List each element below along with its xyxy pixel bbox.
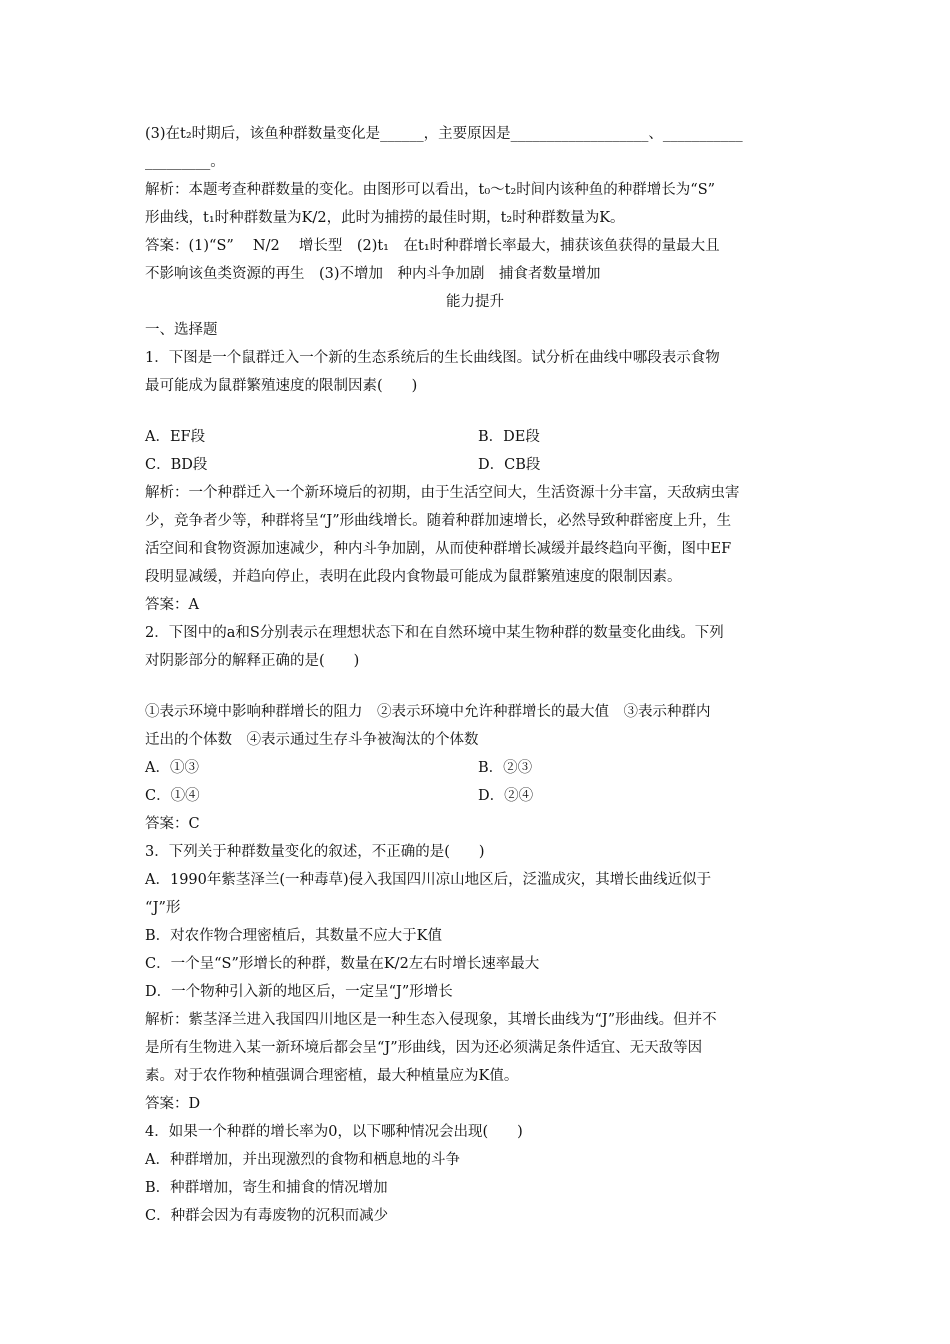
q1-stem-line-1: 1．下图是一个鼠群迁入一个新的生态系统后的生长曲线图。试分析在曲线中哪段表示食物 bbox=[145, 350, 720, 366]
q2-option-a: A．①③ bbox=[145, 760, 199, 776]
q2-option-c: C．①④ bbox=[145, 788, 200, 804]
q3-analysis-line-3: 素。对于农作物种植强调合理密植，最大种植量应为K值。 bbox=[145, 1068, 519, 1084]
q4-option-a: A．种群增加，并出现激烈的食物和栖息地的斗争 bbox=[145, 1152, 460, 1168]
q3-analysis-line-1: 解析：紫茎泽兰进入我国四川地区是一种生态入侵现象，其增长曲线为“J”形曲线。但并不 bbox=[145, 1012, 717, 1028]
q2-stem-line-1: 2．下图中的a和S分别表示在理想状态下和在自然环境中某生物种群的数量变化曲线。下列 bbox=[145, 625, 724, 641]
q1-analysis-line-2: 少，竞争者少等，种群将呈“J”形曲线增长。随着种群加速增长，必然导致种群密度上升，生 bbox=[145, 513, 732, 529]
section-title: 能力提升 bbox=[446, 294, 504, 310]
part-title: 一、选择题 bbox=[145, 322, 218, 338]
q1-analysis-line-3: 活空间和食物资源加速减少，种内斗争加剧，从而使种群增长减缓并最终趋向平衡，图中EF bbox=[145, 541, 732, 557]
prev-question-line-1: (3)在t₂时期后，该鱼种群数量变化是______，主要原因是___________________、___________ bbox=[145, 126, 743, 142]
q1-option-a: A．EF段 bbox=[145, 429, 206, 445]
prev-analysis-line-2: 形曲线，t₁时种群数量为K/2，此时为捕捞的最佳时期，t₂时种群数量为K。 bbox=[145, 210, 625, 226]
q3-option-c: C．一个呈“S”形增长的种群，数量在K/2左右时增长速率最大 bbox=[145, 956, 540, 972]
q4-option-c: C．种群会因为有毒废物的沉积而减少 bbox=[145, 1208, 389, 1224]
q1-answer: 答案：A bbox=[145, 597, 199, 613]
q1-option-d: D．CB段 bbox=[478, 457, 541, 473]
q3-stem: 3．下列关于种群数量变化的叙述，不正确的是( ) bbox=[145, 844, 485, 860]
prev-question-line-2: _________。 bbox=[145, 154, 225, 170]
q3-answer: 答案：D bbox=[145, 1096, 201, 1112]
q4-stem: 4．如果一个种群的增长率为0，以下哪种情况会出现( ) bbox=[145, 1124, 523, 1140]
q2-stem-line-2: 对阴影部分的解释正确的是( ) bbox=[145, 653, 360, 669]
prev-analysis-line-1: 解析：本题考查种群数量的变化。由图形可以看出，t₀～t₂时间内该种鱼的种群增长为“S” bbox=[145, 182, 716, 198]
q3-option-d: D．一个物种引入新的地区后，一定呈“J”形增长 bbox=[145, 984, 453, 1000]
q2-items-line-1: ①表示环境中影响种群增长的阻力 ②表示环境中允许种群增长的最大值 ③表示种群内 bbox=[145, 704, 711, 720]
q1-stem-line-2: 最可能成为鼠群繁殖速度的限制因素( ) bbox=[145, 378, 418, 394]
q3-option-a-line-1: A．1990年紫茎泽兰(一种毒草)侵入我国四川凉山地区后，泛滥成灾，其增长曲线近似于 bbox=[145, 872, 712, 888]
q4-option-b: B．种群增加，寄生和捕食的情况增加 bbox=[145, 1180, 388, 1196]
q1-option-c: C．BD段 bbox=[145, 457, 208, 473]
prev-answer-line-2: 不影响该鱼类资源的再生 (3)不增加 种内斗争加剧 捕食者数量增加 bbox=[145, 266, 601, 282]
q3-analysis-line-2: 是所有生物进入某一新环境后都会呈“J”形曲线，因为还必须满足条件适宜、无天敌等因 bbox=[145, 1040, 703, 1056]
q2-option-b: B．②③ bbox=[478, 760, 533, 776]
q3-option-a-line-2: “J”形 bbox=[145, 900, 181, 916]
q1-option-b: B．DE段 bbox=[478, 429, 540, 445]
q2-answer: 答案：C bbox=[145, 816, 200, 832]
q1-analysis-line-1: 解析：一个种群迁入一个新环境后的初期，由于生活空间大，生活资源十分丰富，天敌病虫害 bbox=[145, 485, 740, 501]
q2-items-line-2: 迁出的个体数 ④表示通过生存斗争被淘汰的个体数 bbox=[145, 732, 479, 748]
q1-analysis-line-4: 段明显减缓，并趋向停止，表明在此段内食物最可能成为鼠群繁殖速度的限制因素。 bbox=[145, 569, 682, 585]
prev-answer-line-1: 答案：(1)“S” N/2 增长型 (2)t₁ 在t₁时种群增长率最大，捕获该鱼获得的量最大且 bbox=[145, 238, 720, 254]
q3-option-b: B．对农作物合理密植后，其数量不应大于K值 bbox=[145, 928, 442, 944]
q2-option-d: D．②④ bbox=[478, 788, 534, 804]
